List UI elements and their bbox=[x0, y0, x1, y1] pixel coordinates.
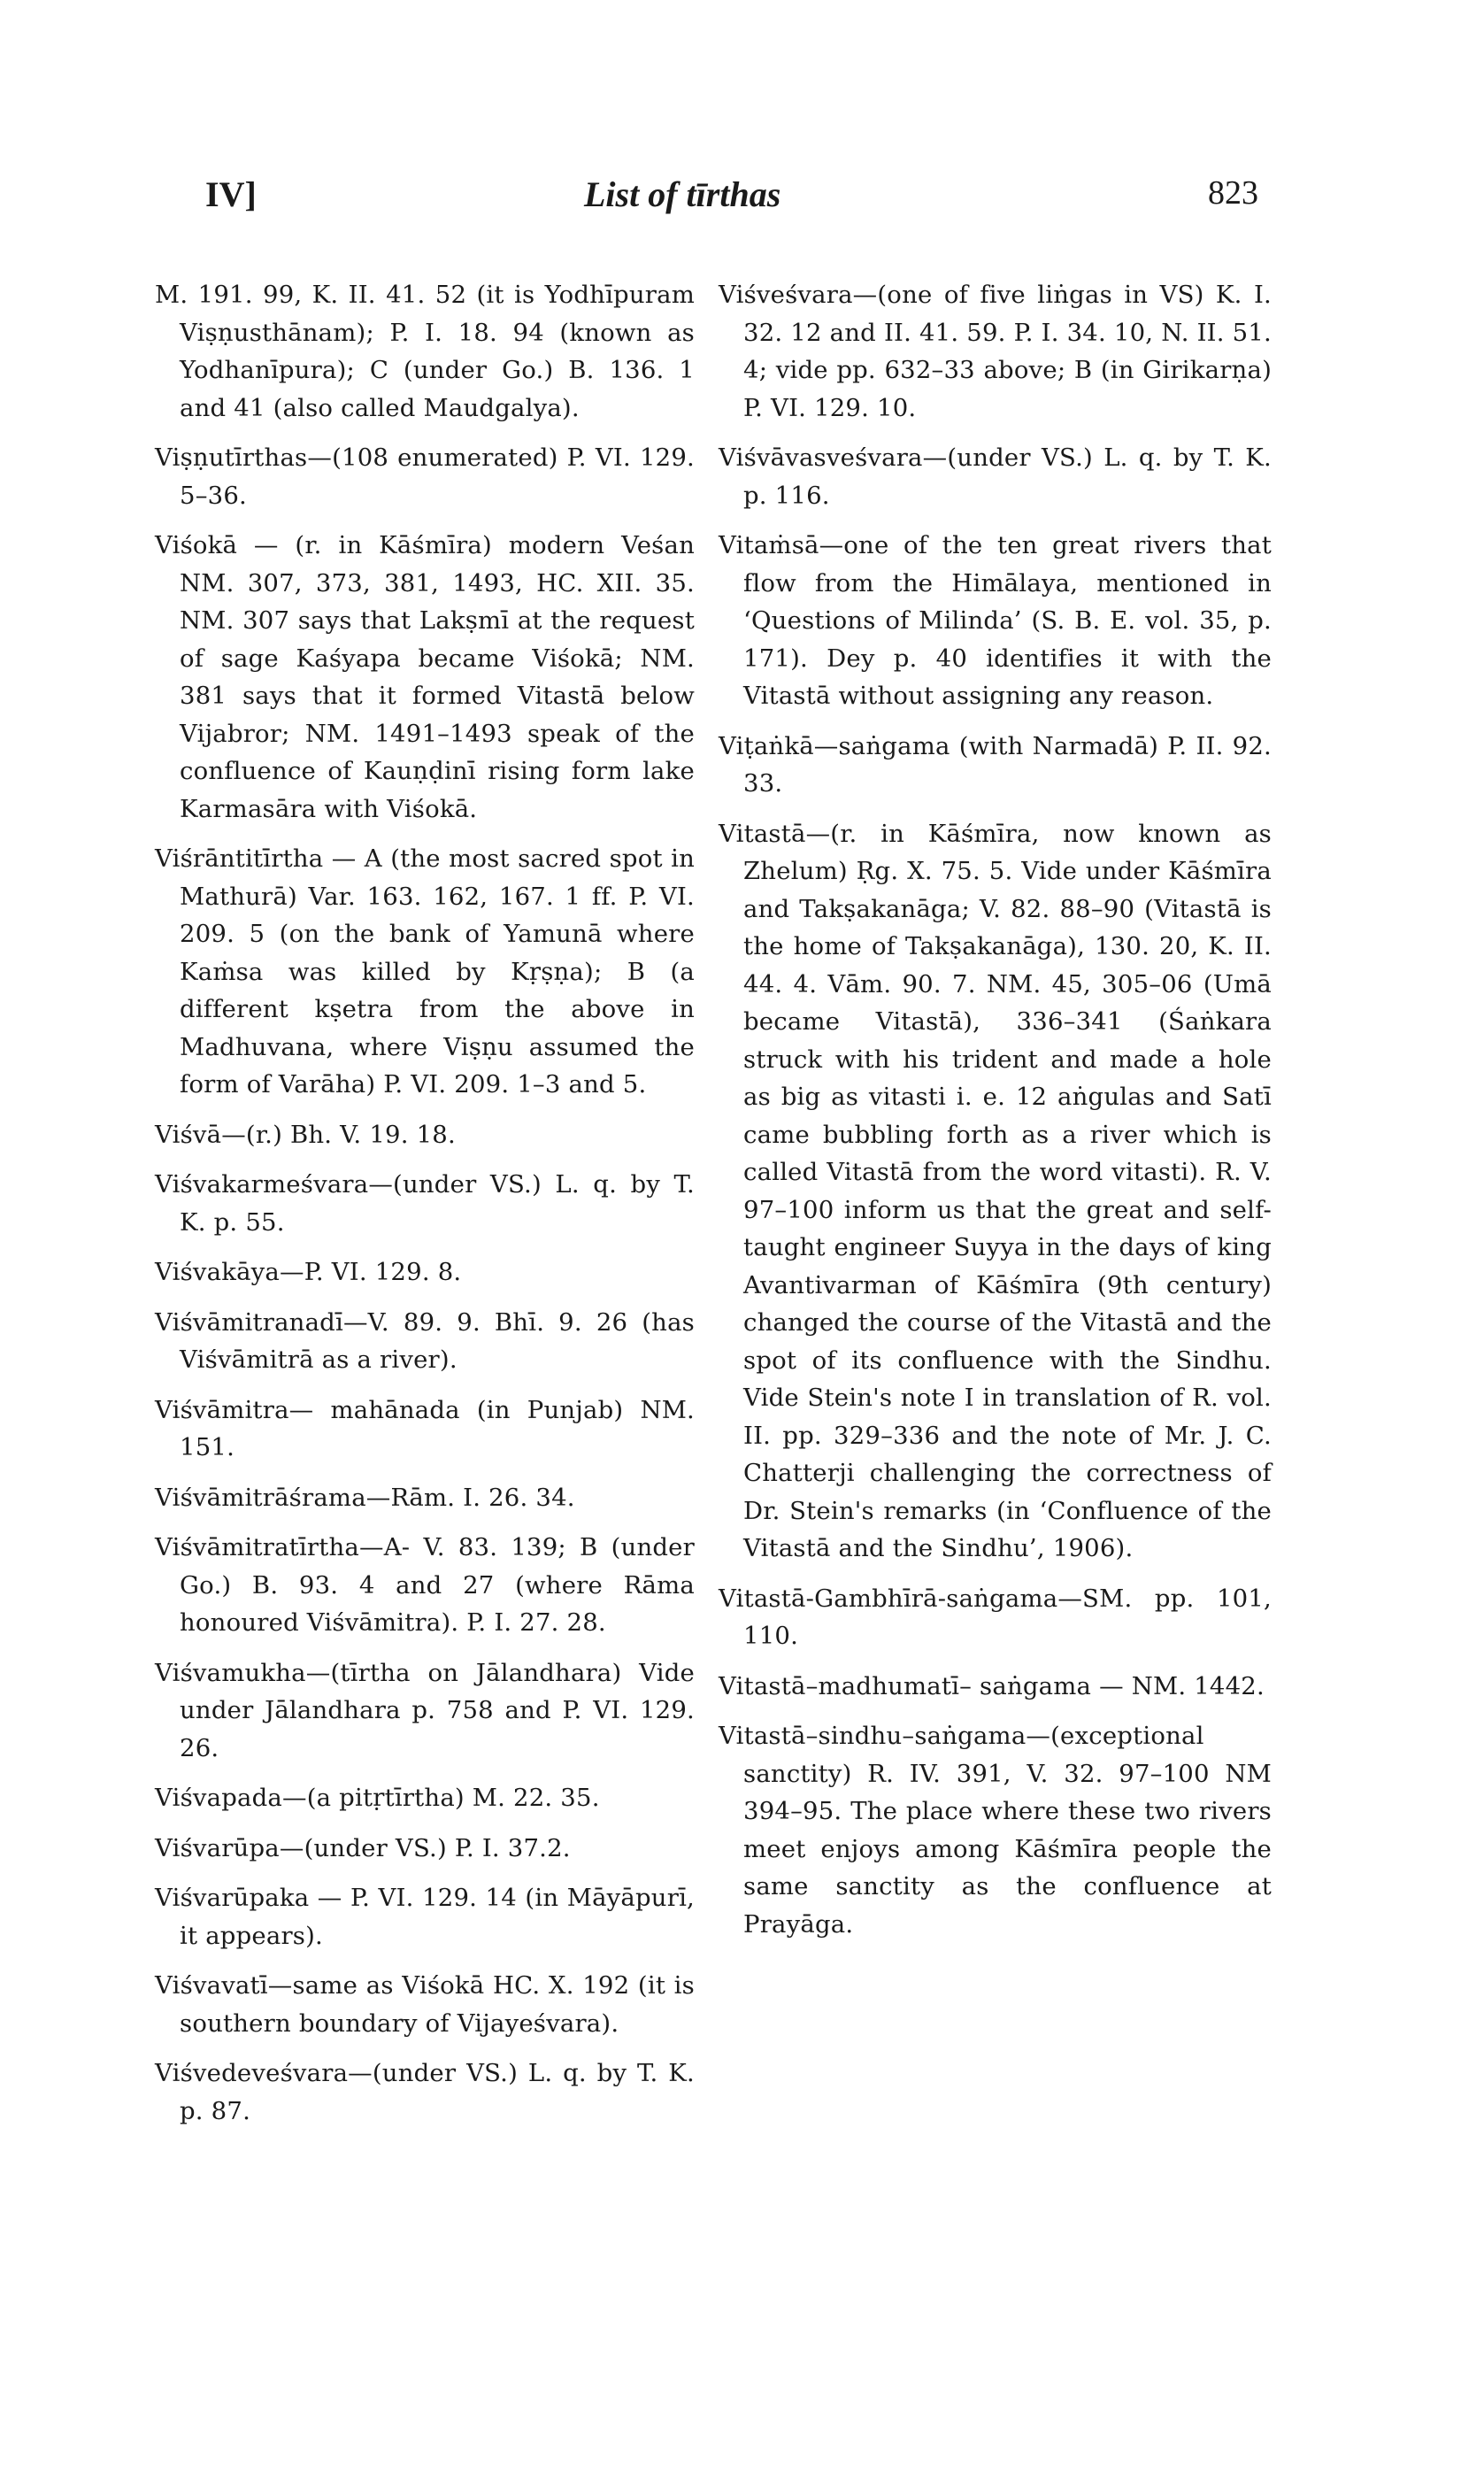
section-number: IV] bbox=[205, 174, 257, 214]
entry-vishvavati: Viśvavatī—same as Viśokā HC. X. 192 (it is southern boundary of Vijayeśvara). bbox=[155, 1971, 695, 2038]
entry-vishvamukha: Viśvamukha—(tīrtha on Jālandhara) Vide under Jālandhara p. 758 and P. VI. 129. 26. bbox=[155, 1658, 695, 1762]
entry-vishnutirthas: Viṣṇutīrthas—(108 enumerated) P. VI. 129. 5–36. bbox=[155, 443, 695, 510]
entry-vishvamitrashrama: Viśvāmitrāśrama—Rām. I. 26. 34. bbox=[155, 1483, 575, 1512]
entry-vitasta: Vitastā—(r. in Kāśmīra, now known as Zhelum) Ṛg. X. 75. 5. Vide under Kāśmīra and Takṣakanāga; V. 82. 88–90 (Vitastā is the home of Takṣakanāga), 130. 20, K. II. 44. 4. Vām. 90. 7. NM. 45, 305–06 (Umā became Vitastā), 336–341 (Śaṅkara struck with his trident and made a hole as big as vitasti i. e. 12 aṅgulas and Satī came bubbling forth as a river which is called Vitastā from the word vitasti). R. V. 97–100 inform us that the great and self-taught engineer Suyya in the days of king Avantivarman of Kāśmīra (9th century) changed the course of the Vitastā and the spot of its confluence with the Sindhu. Vide Stein's note I in translation of R. vol. II. pp. 329–336 and the note of Mr. J. C. Chatterji challenging the correctness of Dr. Stein's remarks (in ‘Confluence of the Vitastā and the Sindhu’, 1906). bbox=[719, 819, 1272, 1562]
entry-vishvamitranadi: Viśvāmitranadī—V. 89. 9. Bhī. 9. 26 (has Viśvāmitrā as a river). bbox=[155, 1307, 695, 1374]
entry-vishvarupaka: Viśvarūpaka — P. VI. 129. 14 (in Māyāpurī, it appears). bbox=[155, 1884, 695, 1950]
entry-vitasta-sindhu-sangama: Vitastā–sindhu–saṅgama—(exceptional sanctity) R. IV. 391, V. 32. 97–100 NM 394–95. The place where these two rivers meet enjoys among Kāśmīra people the same sanctity as the confluence at Prayāga. bbox=[719, 1722, 1272, 1939]
entry-vishvarupa: Viśvarūpa—(under VS.) P. I. 37.2. bbox=[155, 1833, 571, 1862]
page-number: 823 bbox=[1208, 174, 1258, 212]
entry-continuation: M. 191. 99, K. II. 41. 52 (it is Yodhīpuram Viṣṇusthānam); P. I. 18. 94 (known as Yodhanīpura); C (under Go.) B. 136. 1 and 41 (also called Maudgalya). bbox=[155, 281, 695, 422]
right-column bbox=[719, 276, 1272, 1955]
page-title: List of tīrthas bbox=[584, 174, 781, 214]
entry-vishrantitirtha: Viśrāntitīrtha — A (the most sacred spot in Mathurā) Var. 163. 162, 167. 1 ff. P. VI. 209. 5 (on the bank of Yamunā where Kaṁsa was killed by Kṛṣṇa); B (a different kṣetra from the above in Madhuvana, where Viṣṇu assumed the form of Varāha) P. VI. 209. 1–3 and 5. bbox=[155, 844, 695, 1099]
entry-vishvamitratirtha: Viśvāmitratīrtha—A- V. 83. 139; B (under Go.) B. 93. 4 and 27 (where Rāma honoured Viśvāmitra). P. I. 27. 28. bbox=[155, 1533, 695, 1637]
entry-vishvamitra: Viśvāmitra— mahānada (in Punjab) NM. 151. bbox=[155, 1395, 695, 1461]
entry-vitasta-gambhira-sangama: Vitastā-Gambhīrā-saṅgama—SM. pp. 101, 110. bbox=[719, 1584, 1272, 1650]
entry-vitamsa: Vitaṁsā—one of the ten great rivers that flow from the Himālaya, mentioned in ‘Questions of Milinda’ (S. B. E. vol. 35, p. 171). Dey p. 40 identifies it with the Vitastā without assigning any reason. bbox=[719, 531, 1272, 710]
entry-vishvakaya: Viśvakāya—P. VI. 129. 8. bbox=[155, 1258, 462, 1286]
entry-vishvavasveshvara: Viśvāvasveśvara—(under VS.) L. q. by T. K. p. 116. bbox=[719, 443, 1272, 510]
entry-vishva: Viśvā—(r.) Bh. V. 19. 18. bbox=[155, 1120, 456, 1149]
entry-vishoka: Viśokā — (r. in Kāśmīra) modern Veśan NM. 307, 373, 381, 1493, HC. XII. 35. NM. 307 says that Lakṣmī at the request of sage Kaśyapa became Viśokā; NM. 381 says that it formed Vitastā below Vijabror; NM. 1491–1493 speak of the confluence of Kauṇḍinī rising form lake Karmasāra with Viśokā. bbox=[155, 531, 695, 823]
running-head bbox=[0, 173, 1484, 227]
entry-vishvakarmeshvara: Viśvakarmeśvara—(under VS.) L. q. by T. K. p. 55. bbox=[155, 1170, 695, 1237]
entry-vitanka-sangama: Viṭaṅkā—saṅgama (with Narmadā) P. II. 92. 33. bbox=[719, 731, 1272, 798]
entry-vitasta-madhumati-sangama: Vitastā–madhumatī– saṅgama — NM. 1442. bbox=[719, 1671, 1265, 1700]
left-column bbox=[155, 276, 695, 2142]
entry-vishveshvara: Viśveśvara—(one of five liṅgas in VS) K. I. 32. 12 and II. 41. 59. P. I. 34. 10, N. II. 51. 4; vide pp. 632–33 above; B (in Girikarṇa) P. VI. 129. 10. bbox=[719, 281, 1272, 422]
entry-vishvedeveshvara: Viśvedeveśvara—(under VS.) L. q. by T. K. p. 87. bbox=[155, 2059, 695, 2125]
entry-vishvapada: Viśvapada—(a pitṛtīrtha) M. 22. 35. bbox=[155, 1784, 600, 1812]
